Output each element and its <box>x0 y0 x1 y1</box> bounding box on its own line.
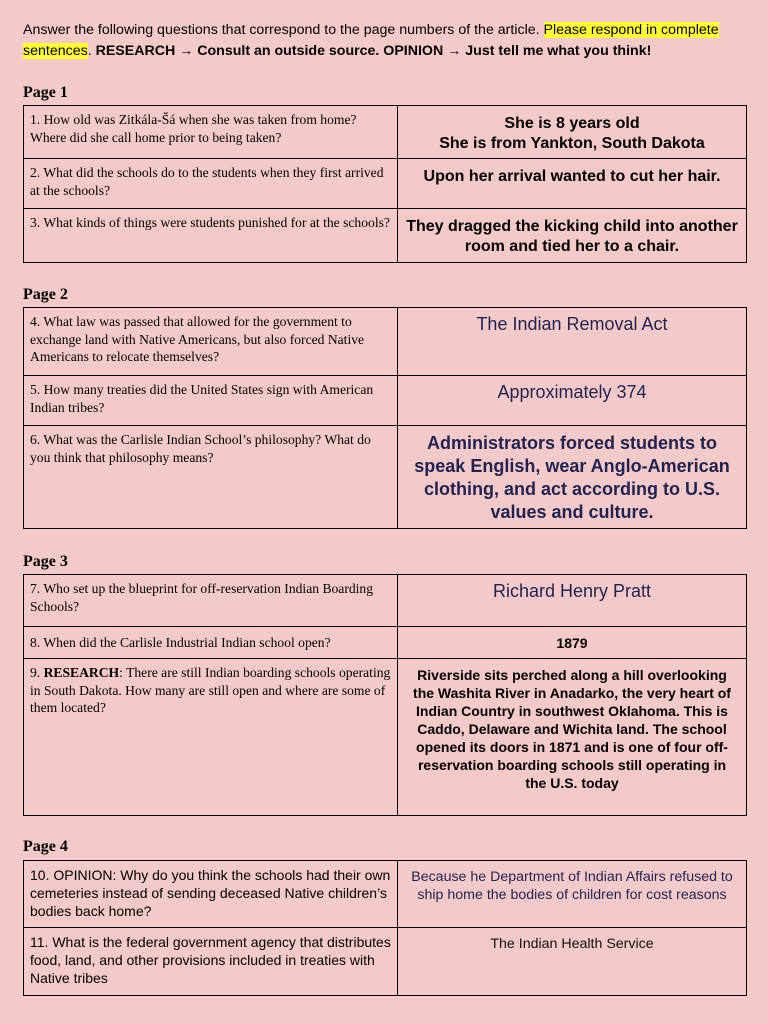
question-9-prefix: 9. <box>30 665 44 680</box>
answer-7[interactable]: Richard Henry Pratt <box>398 575 747 627</box>
table-row <box>24 159 747 209</box>
answer-9[interactable]: Riverside sits perched along a hill overlooking the Washita River in Anadarko, the very heart of Indian Country in southwest Oklahoma. This is Caddo, Delaware and Wichita land. The school opened its doors in 1871 and is one of four off-reservation boarding schools still operating in the U.S. today <box>398 659 747 816</box>
question-7: 7. Who set up the blueprint for off-reservation Indian Boarding Schools? <box>24 575 398 627</box>
question-10: 10. OPINION: Why do you think the schools had their own cemeteries instead of sending deceased Native children’s bodies back home? <box>24 861 398 928</box>
answer-2[interactable]: Upon her arrival wanted to cut her hair. <box>398 159 747 209</box>
question-6: 6. What was the Carlisle Indian School’s philosophy? What do you think that philosophy means? <box>24 426 398 529</box>
research-tag: RESEARCH <box>43 665 120 680</box>
question-1: 1. How old was Zitkála-Šá when she was taken from home? Where did she call home prior to being taken? <box>24 106 398 159</box>
answer-8[interactable]: 1879 <box>398 627 747 659</box>
question-5: 5. How many treaties did the United States sign with American Indian tribes? <box>24 376 398 426</box>
answer-5[interactable]: Approximately 374 <box>398 376 747 426</box>
answer-11[interactable]: The Indian Health Service <box>398 928 747 996</box>
page-1-label: Page 1 <box>23 84 68 101</box>
answer-1[interactable] <box>398 106 747 159</box>
page-4-label: Page 4 <box>23 838 68 855</box>
table-row <box>24 209 747 263</box>
answer-3[interactable]: They dragged the kicking child into another room and tied her to a chair. <box>398 209 747 263</box>
answer-1-line-2: She is from Yankton, South Dakota <box>439 135 705 152</box>
page-4-table <box>23 860 747 996</box>
table-row <box>24 575 747 627</box>
question-4: 4. What law was passed that allowed for the government to exchange land with Native Americans, but also forced Native Americans to relocate themselves? <box>24 308 398 376</box>
answer-10[interactable]: Because he Department of Indian Affairs refused to ship home the bodies of children for cost reasons <box>398 861 747 928</box>
instructions <box>23 20 748 62</box>
table-row <box>24 861 747 928</box>
table-row <box>24 376 747 426</box>
table-row <box>24 659 747 816</box>
answer-6[interactable]: Administrators forced students to speak English, wear Anglo-American clothing, and act according to U.S. values and culture. <box>398 426 747 529</box>
page-3-label: Page 3 <box>23 553 68 570</box>
page-1-table <box>23 105 747 263</box>
instructions-text: Answer the following questions that correspond to the page numbers of the article. <box>23 22 544 38</box>
answer-4[interactable]: The Indian Removal Act <box>398 308 747 376</box>
page-3-table <box>23 574 747 816</box>
question-9 <box>24 659 398 816</box>
instructions-highlight: Please respond in complete sentences <box>23 22 719 59</box>
question-2: 2. What did the schools do to the students when they first arrived at the schools? <box>24 159 398 209</box>
question-9-text: : There are still Indian boarding schools operating in South Dakota. How many are still open and where are some of them located? <box>30 665 391 715</box>
table-row <box>24 426 747 529</box>
page-2-table <box>23 307 747 529</box>
instructions-text-2: . <box>87 43 96 59</box>
table-row <box>24 627 747 659</box>
answer-1-line-1: She is 8 years old <box>504 115 640 132</box>
question-8: 8. When did the Carlisle Industrial Indian school open? <box>24 627 398 659</box>
table-row <box>24 928 747 996</box>
question-3: 3. What kinds of things were students punished for at the schools? <box>24 209 398 263</box>
question-11: 11. What is the federal government agency that distributes food, land, and other provisions included in treaties with Native tribes <box>24 928 398 996</box>
table-row <box>24 308 747 376</box>
table-row <box>24 106 747 159</box>
page-2-label: Page 2 <box>23 286 68 303</box>
instructions-bold: RESEARCH → Consult an outside source. OPINION → Just tell me what you think! <box>95 43 652 59</box>
